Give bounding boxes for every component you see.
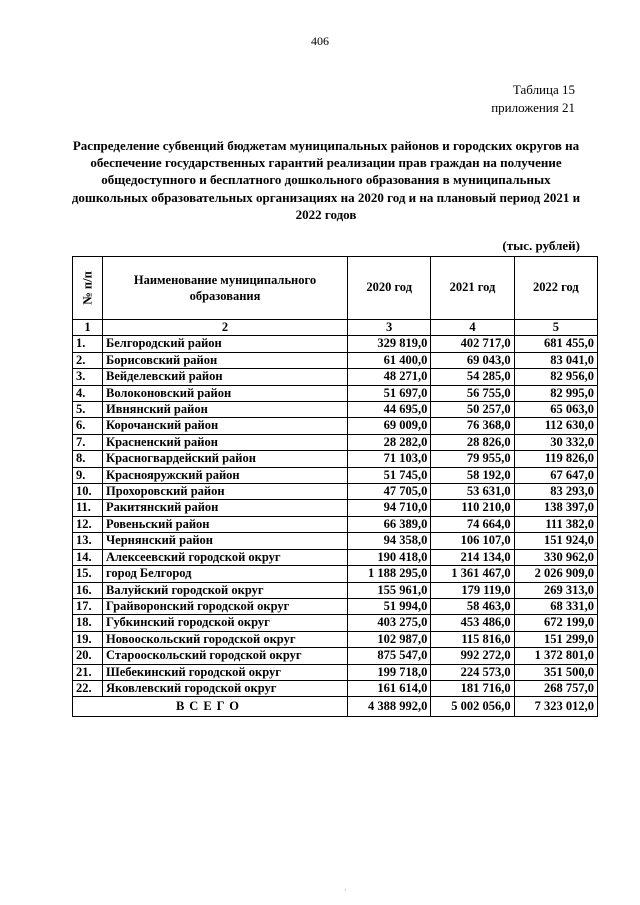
table-row (73, 648, 598, 664)
value-2021: 56 755,0 (431, 385, 514, 401)
value-2020: 28 282,0 (348, 434, 431, 450)
value-2022: 138 397,0 (514, 500, 597, 516)
value-2021: 110 210,0 (431, 500, 514, 516)
row-number: 16. (73, 582, 103, 598)
value-2021: 106 107,0 (431, 533, 514, 549)
row-number: 17. (73, 598, 103, 614)
value-2022: 151 924,0 (514, 533, 597, 549)
value-2022: 112 630,0 (514, 418, 597, 434)
table-row (73, 418, 598, 434)
column-index-row (73, 320, 598, 336)
value-2022: 30 332,0 (514, 434, 597, 450)
value-2021: 181 716,0 (431, 680, 514, 696)
value-2021: 58 463,0 (431, 598, 514, 614)
value-2022: 119 826,0 (514, 451, 597, 467)
total-label: ВСЕГО (73, 697, 348, 717)
table-row (73, 352, 598, 368)
value-2022: 269 313,0 (514, 582, 597, 598)
municipality-name: Ровеньский район (103, 516, 348, 532)
value-2020: 94 358,0 (348, 533, 431, 549)
scan-mark: · (344, 886, 347, 895)
row-number: 13. (73, 533, 103, 549)
value-2022: 681 455,0 (514, 336, 597, 352)
value-2020: 1 188 295,0 (348, 566, 431, 582)
value-2021: 992 272,0 (431, 648, 514, 664)
value-2020: 48 271,0 (348, 369, 431, 385)
value-2020: 51 697,0 (348, 385, 431, 401)
row-number: 4. (73, 385, 103, 401)
row-number: 2. (73, 352, 103, 368)
table-row (73, 434, 598, 450)
table-row (73, 566, 598, 582)
value-2022: 1 372 801,0 (514, 648, 597, 664)
value-2021: 53 631,0 (431, 484, 514, 500)
header-2021: 2021 год (431, 257, 514, 320)
municipality-name: Вейделевский район (103, 369, 348, 385)
table-header-row (73, 257, 598, 320)
row-number: 8. (73, 451, 103, 467)
row-number: 6. (73, 418, 103, 434)
municipality-name: Яковлевский городской округ (103, 680, 348, 696)
municipality-name: Борисовский район (103, 352, 348, 368)
municipality-name: Валуйский городской округ (103, 582, 348, 598)
column-index: 5 (514, 320, 597, 336)
municipality-name: Алексеевский городской округ (103, 549, 348, 565)
value-2022: 2 026 909,0 (514, 566, 597, 582)
table-row (73, 582, 598, 598)
row-number: 20. (73, 648, 103, 664)
municipality-name: Красногвардейский район (103, 451, 348, 467)
value-2021: 214 134,0 (431, 549, 514, 565)
value-2021: 58 192,0 (431, 467, 514, 483)
row-number: 10. (73, 484, 103, 500)
row-number: 14. (73, 549, 103, 565)
municipality-name: Краснояружский район (103, 467, 348, 483)
municipality-name: Новооскольский городской округ (103, 631, 348, 647)
value-2021: 69 043,0 (431, 352, 514, 368)
value-2020: 51 745,0 (348, 467, 431, 483)
value-2022: 83 041,0 (514, 352, 597, 368)
table-row (73, 549, 598, 565)
row-number: 5. (73, 402, 103, 418)
municipality-name: Шебекинский городской округ (103, 664, 348, 680)
value-2021: 50 257,0 (431, 402, 514, 418)
header-2020: 2020 год (348, 257, 431, 320)
municipality-name: Волоконовский район (103, 385, 348, 401)
total-row (73, 697, 598, 717)
municipality-name: Прохоровский район (103, 484, 348, 500)
municipality-name: Красненский район (103, 434, 348, 450)
value-2022: 672 199,0 (514, 615, 597, 631)
column-index: 3 (348, 320, 431, 336)
total-2021: 5 002 056,0 (431, 697, 514, 717)
value-2021: 179 119,0 (431, 582, 514, 598)
value-2020: 190 418,0 (348, 549, 431, 565)
value-2021: 115 816,0 (431, 631, 514, 647)
value-2022: 82 995,0 (514, 385, 597, 401)
table-row (73, 516, 598, 532)
value-2022: 151 299,0 (514, 631, 597, 647)
value-2020: 403 275,0 (348, 615, 431, 631)
value-2021: 74 664,0 (431, 516, 514, 532)
value-2022: 330 962,0 (514, 549, 597, 565)
value-2021: 76 368,0 (431, 418, 514, 434)
value-2020: 69 009,0 (348, 418, 431, 434)
table-row (73, 336, 598, 352)
value-2021: 224 573,0 (431, 664, 514, 680)
municipality-name: Грайворонский городской округ (103, 598, 348, 614)
value-2022: 82 956,0 (514, 369, 597, 385)
value-2022: 351 500,0 (514, 664, 597, 680)
row-number: 3. (73, 369, 103, 385)
row-number: 7. (73, 434, 103, 450)
header-2022: 2022 год (514, 257, 597, 320)
page-number: 406 (311, 34, 329, 48)
value-2020: 61 400,0 (348, 352, 431, 368)
column-index: 2 (103, 320, 348, 336)
value-2020: 66 389,0 (348, 516, 431, 532)
municipality-name: Губкинский городской округ (103, 615, 348, 631)
value-2020: 102 987,0 (348, 631, 431, 647)
value-2021: 1 361 467,0 (431, 566, 514, 582)
municipality-name: Белгородский район (103, 336, 348, 352)
table-row (73, 533, 598, 549)
table-row (73, 369, 598, 385)
document-title: Распределение субвенций бюджетам муниципальных районов и городских округов на обеспечение государственных гарантий реализации прав граждан на получение общедоступного и бесплатного дошкольного образования в муниципальных дошкольных образовательных организациях на 2020 год и на плановый период 2021 и 2022 годов (71, 138, 581, 222)
table-row (73, 615, 598, 631)
appendix-label: приложения 21 (491, 100, 575, 115)
row-number: 15. (73, 566, 103, 582)
table-row (73, 664, 598, 680)
value-2022: 68 331,0 (514, 598, 597, 614)
row-number: 21. (73, 664, 103, 680)
row-number: 11. (73, 500, 103, 516)
value-2020: 47 705,0 (348, 484, 431, 500)
units-label: (тыс. рублей) (502, 238, 580, 253)
table-row (73, 631, 598, 647)
value-2020: 71 103,0 (348, 451, 431, 467)
table-row (73, 467, 598, 483)
value-2021: 79 955,0 (431, 451, 514, 467)
municipality-name: город Белгород (103, 566, 348, 582)
value-2022: 268 757,0 (514, 680, 597, 696)
municipality-name: Чернянский район (103, 533, 348, 549)
header-municipality: Наименование муниципального образования (103, 257, 348, 320)
value-2022: 83 293,0 (514, 484, 597, 500)
table-row (73, 451, 598, 467)
municipality-name: Ракитянский район (103, 500, 348, 516)
appendix-reference (491, 81, 575, 117)
subventions-table (72, 256, 598, 717)
value-2021: 402 717,0 (431, 336, 514, 352)
header-number-label: № п/п (79, 271, 94, 305)
row-number: 1. (73, 336, 103, 352)
value-2020: 155 961,0 (348, 582, 431, 598)
column-index: 1 (73, 320, 103, 336)
row-number: 9. (73, 467, 103, 483)
municipality-name: Старооскольский городской округ (103, 648, 348, 664)
row-number: 12. (73, 516, 103, 532)
table-row (73, 484, 598, 500)
total-2020: 4 388 992,0 (348, 697, 431, 717)
value-2020: 875 547,0 (348, 648, 431, 664)
table-row (73, 500, 598, 516)
value-2022: 67 647,0 (514, 467, 597, 483)
municipality-name: Корочанский район (103, 418, 348, 434)
table-row (73, 680, 598, 696)
table-body (73, 336, 598, 697)
row-number: 19. (73, 631, 103, 647)
appendix-table-label: Таблица 15 (512, 82, 575, 97)
value-2021: 453 486,0 (431, 615, 514, 631)
value-2020: 44 695,0 (348, 402, 431, 418)
value-2021: 54 285,0 (431, 369, 514, 385)
value-2020: 329 819,0 (348, 336, 431, 352)
value-2020: 94 710,0 (348, 500, 431, 516)
value-2020: 199 718,0 (348, 664, 431, 680)
row-number: 22. (73, 680, 103, 696)
value-2021: 28 826,0 (431, 434, 514, 450)
row-number: 18. (73, 615, 103, 631)
value-2022: 65 063,0 (514, 402, 597, 418)
column-index: 4 (431, 320, 514, 336)
table-row (73, 598, 598, 614)
value-2020: 161 614,0 (348, 680, 431, 696)
table-row (73, 402, 598, 418)
value-2022: 111 382,0 (514, 516, 597, 532)
total-2022: 7 323 012,0 (514, 697, 597, 717)
header-number (73, 257, 103, 320)
table-row (73, 385, 598, 401)
municipality-name: Ивнянский район (103, 402, 348, 418)
value-2020: 51 994,0 (348, 598, 431, 614)
